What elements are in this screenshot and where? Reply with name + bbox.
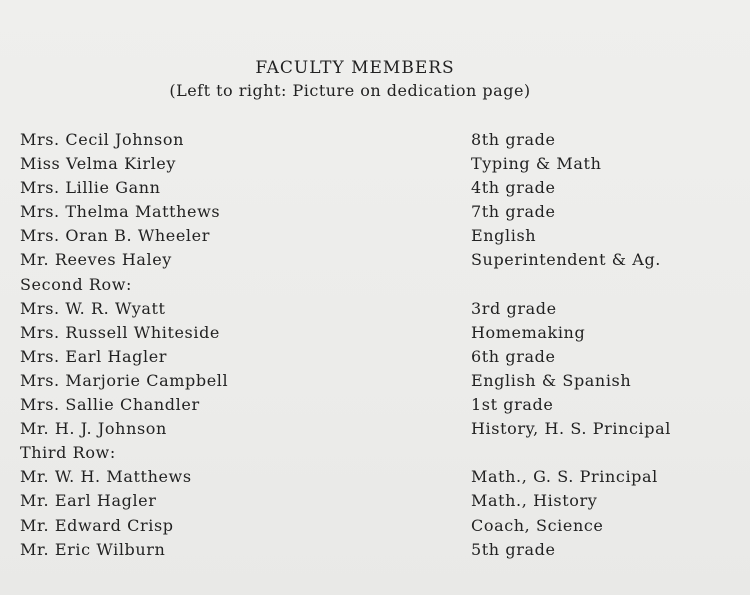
faculty-name: Mr. W. H. Matthews xyxy=(20,467,192,487)
section-heading-third-row xyxy=(20,442,735,466)
faculty-role: 7th grade xyxy=(471,202,556,222)
faculty-role: English & Spanish xyxy=(471,370,632,390)
faculty-name: Mrs. Oran B. Wheeler xyxy=(20,226,210,246)
faculty-role: Typing & Math xyxy=(471,154,602,174)
faculty-row xyxy=(20,249,735,273)
faculty-role: 8th grade xyxy=(471,130,556,149)
faculty-row xyxy=(20,539,735,563)
faculty-role: Coach, Science xyxy=(471,515,604,535)
faculty-list xyxy=(20,129,735,563)
faculty-name: Mrs. Lillie Gann xyxy=(20,178,161,198)
faculty-row xyxy=(20,129,735,153)
faculty-name: Mrs. Earl Hagler xyxy=(20,346,168,366)
faculty-name: Mr. Edward Crisp xyxy=(20,515,174,535)
faculty-role: 5th grade xyxy=(471,539,556,559)
faculty-role: 3rd grade xyxy=(471,298,557,318)
faculty-row xyxy=(20,515,735,539)
faculty-role: 1st grade xyxy=(471,395,554,415)
faculty-name: Mr. Earl Hagler xyxy=(20,491,157,511)
faculty-name: Mrs. Russell Whiteside xyxy=(20,322,220,342)
faculty-role: Superintendent & Ag. xyxy=(471,250,661,270)
faculty-name: Mrs. Sallie Chandler xyxy=(20,395,200,415)
faculty-row xyxy=(20,466,735,490)
faculty-name: Mrs. W. R. Wyatt xyxy=(20,298,166,318)
faculty-name: Mr. Eric Wilburn xyxy=(20,539,166,559)
faculty-name: Miss Velma Kirley xyxy=(20,154,177,174)
faculty-role: History, H. S. Principal xyxy=(471,419,671,439)
faculty-name: Mr. H. J. Johnson xyxy=(20,419,167,439)
page-subtitle: (Left to right: Picture on dedication page) xyxy=(169,81,531,100)
section-heading: Third Row: xyxy=(20,443,116,463)
faculty-role: English xyxy=(471,226,537,246)
faculty-role: 6th grade xyxy=(471,346,556,366)
faculty-row xyxy=(20,322,735,346)
section-heading-second-row xyxy=(20,274,735,298)
faculty-name: Mr. Reeves Haley xyxy=(20,250,172,270)
faculty-role: Math., History xyxy=(471,491,598,511)
page-title: FACULTY MEMBERS xyxy=(255,58,455,78)
faculty-role: Math., G. S. Principal xyxy=(471,467,658,487)
faculty-row xyxy=(20,177,735,201)
faculty-role: Homemaking xyxy=(471,322,586,342)
faculty-row xyxy=(20,225,735,249)
faculty-name: Mrs. Marjorie Campbell xyxy=(20,370,229,390)
faculty-row xyxy=(20,298,735,322)
faculty-row xyxy=(20,370,735,394)
faculty-name: Mrs. Cecil Johnson xyxy=(20,130,185,149)
faculty-row xyxy=(20,418,735,442)
faculty-role: 4th grade xyxy=(471,178,556,198)
faculty-name: Mrs. Thelma Matthews xyxy=(20,202,221,222)
faculty-row xyxy=(20,153,735,177)
faculty-row xyxy=(20,346,735,370)
faculty-row xyxy=(20,490,735,514)
faculty-row xyxy=(20,201,735,225)
faculty-row xyxy=(20,394,735,418)
section-heading: Second Row: xyxy=(20,274,133,294)
